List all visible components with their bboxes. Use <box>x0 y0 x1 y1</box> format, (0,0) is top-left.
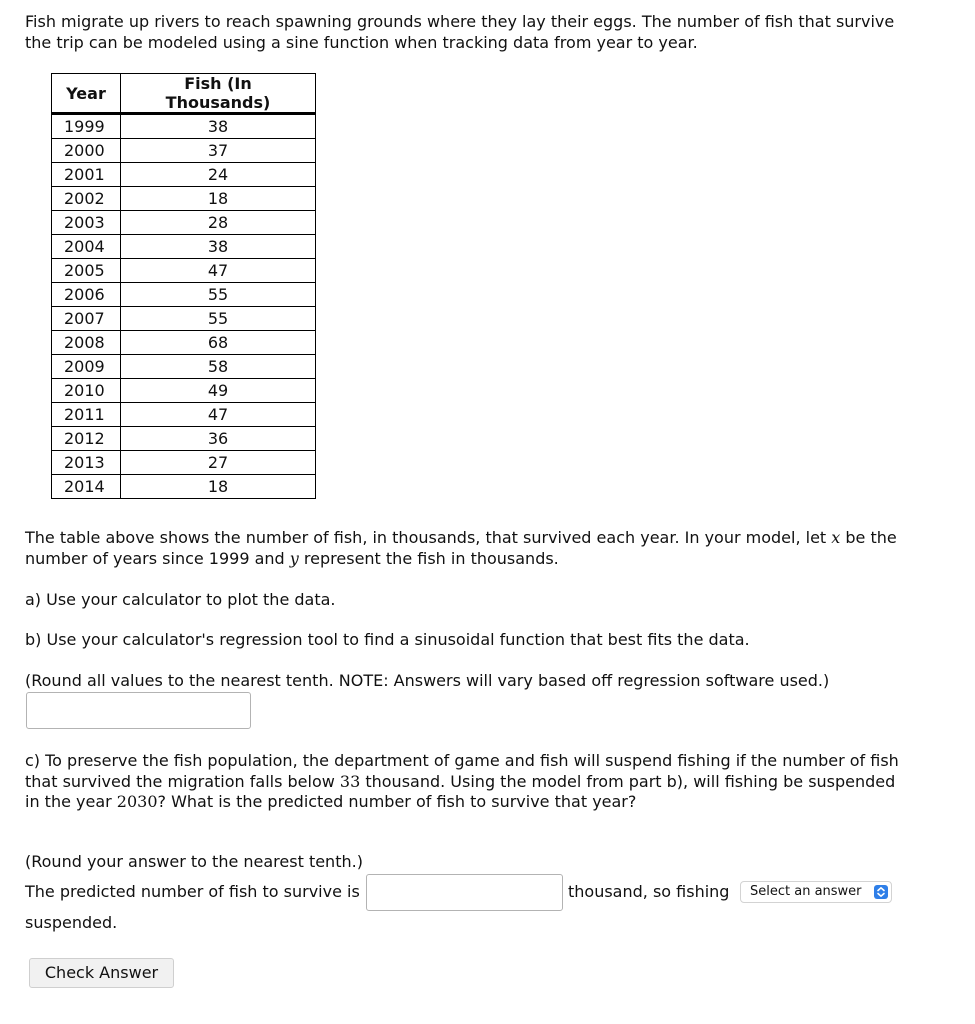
table-row <box>52 211 316 235</box>
fish-cell: 18 <box>121 187 316 211</box>
part-c-line-3 <box>25 792 915 813</box>
description-text: be the <box>840 528 897 547</box>
year-column-header: Year <box>52 74 121 114</box>
table-row <box>52 259 316 283</box>
fish-cell: 37 <box>121 139 316 163</box>
table-row <box>52 451 316 475</box>
fish-cell: 27 <box>121 451 316 475</box>
table-header-row <box>52 74 316 114</box>
fish-cell: 68 <box>121 331 316 355</box>
variable-x: x <box>831 528 841 547</box>
description-text: number of years since 1999 and <box>25 548 290 568</box>
threshold-value: 33 <box>339 771 361 791</box>
variable-y: y <box>289 548 299 568</box>
table-row <box>52 283 316 307</box>
year-cell: 2002 <box>52 187 121 211</box>
round-note-b: (Round all values to the nearest tenth. NOTE: Answers will vary based off regression software used.) <box>25 671 830 690</box>
select-value: Select an answer <box>750 884 862 899</box>
table-row <box>52 163 316 187</box>
regression-answer-input[interactable] <box>26 692 251 729</box>
target-year: 2030 <box>116 792 158 811</box>
fish-data-table <box>51 73 316 499</box>
year-cell: 2011 <box>52 403 121 427</box>
year-cell: 2006 <box>52 283 121 307</box>
table-row <box>52 139 316 163</box>
table-row <box>52 355 316 379</box>
fish-cell: 55 <box>121 283 316 307</box>
year-cell: 2010 <box>52 379 121 403</box>
part-c-text-segment: thousand. Using the model from part b), will fishing be suspended <box>360 771 896 791</box>
fish-cell: 28 <box>121 211 316 235</box>
fish-cell: 38 <box>121 235 316 259</box>
model-description <box>25 528 915 569</box>
fish-cell: 58 <box>121 355 316 379</box>
chevron-updown-icon <box>874 885 888 899</box>
year-cell: 2009 <box>52 355 121 379</box>
fish-cell: 18 <box>121 475 316 499</box>
part-b-text: b) Use your calculator's regression tool to find a sinusoidal function that best fits the data. <box>25 630 750 649</box>
description-text: represent the fish in thousands. <box>298 548 559 568</box>
part-c-line-2 <box>25 772 915 793</box>
year-cell: 2005 <box>52 259 121 283</box>
table-row <box>52 403 316 427</box>
year-cell: 2008 <box>52 331 121 355</box>
fish-column-header: Fish (In Thousands) <box>121 74 316 114</box>
fish-cell: 24 <box>121 163 316 187</box>
table-row <box>52 331 316 355</box>
description-line-1 <box>25 528 915 549</box>
intro-line-1: Fish migrate up rivers to reach spawning grounds where they lay their eggs. The number of fish that survive <box>25 12 895 31</box>
table-row <box>52 475 316 499</box>
fish-cell: 47 <box>121 403 316 427</box>
table-row <box>52 235 316 259</box>
table-row <box>52 427 316 451</box>
year-cell: 2013 <box>52 451 121 475</box>
suspended-select[interactable] <box>740 881 892 903</box>
year-cell: 2004 <box>52 235 121 259</box>
year-cell: 2014 <box>52 475 121 499</box>
year-cell: 2001 <box>52 163 121 187</box>
fish-cell: 55 <box>121 307 316 331</box>
part-a-text: a) Use your calculator to plot the data. <box>25 590 336 609</box>
part-c-text-segment: ? What is the predicted number of fish to survive that year? <box>157 792 637 811</box>
table-row <box>52 307 316 331</box>
year-cell: 2003 <box>52 211 121 235</box>
intro-paragraph <box>25 12 915 53</box>
part-c-text <box>25 751 915 813</box>
table-row <box>52 114 316 139</box>
year-cell: 2007 <box>52 307 121 331</box>
year-cell: 1999 <box>52 114 121 139</box>
predicted-fish-input[interactable] <box>366 874 563 911</box>
year-cell: 2012 <box>52 427 121 451</box>
table-row <box>52 187 316 211</box>
predicted-middle: thousand, so fishing <box>568 882 730 901</box>
fish-cell: 38 <box>121 114 316 139</box>
year-cell: 2000 <box>52 139 121 163</box>
part-c-line-1: c) To preserve the fish population, the department of game and fish will suspend fishing if the number of fish <box>25 751 899 770</box>
predicted-suffix: suspended. <box>25 913 118 932</box>
check-answer-button[interactable]: Check Answer <box>29 958 174 988</box>
fish-cell: 47 <box>121 259 316 283</box>
predicted-prefix: The predicted number of fish to survive is <box>25 882 360 901</box>
description-line-2 <box>25 549 915 570</box>
fish-cell: 36 <box>121 427 316 451</box>
round-note-c: (Round your answer to the nearest tenth.) <box>25 852 363 871</box>
part-c-text-segment: in the year <box>25 792 117 811</box>
table-row <box>52 379 316 403</box>
description-text: The table above shows the number of fish, in thousands, that survived each year. In your model, let <box>25 528 832 547</box>
part-c-text-segment: that survived the migration falls below <box>25 771 340 791</box>
intro-line-2: the trip can be modeled using a sine function when tracking data from year to year. <box>25 32 698 52</box>
fish-cell: 49 <box>121 379 316 403</box>
